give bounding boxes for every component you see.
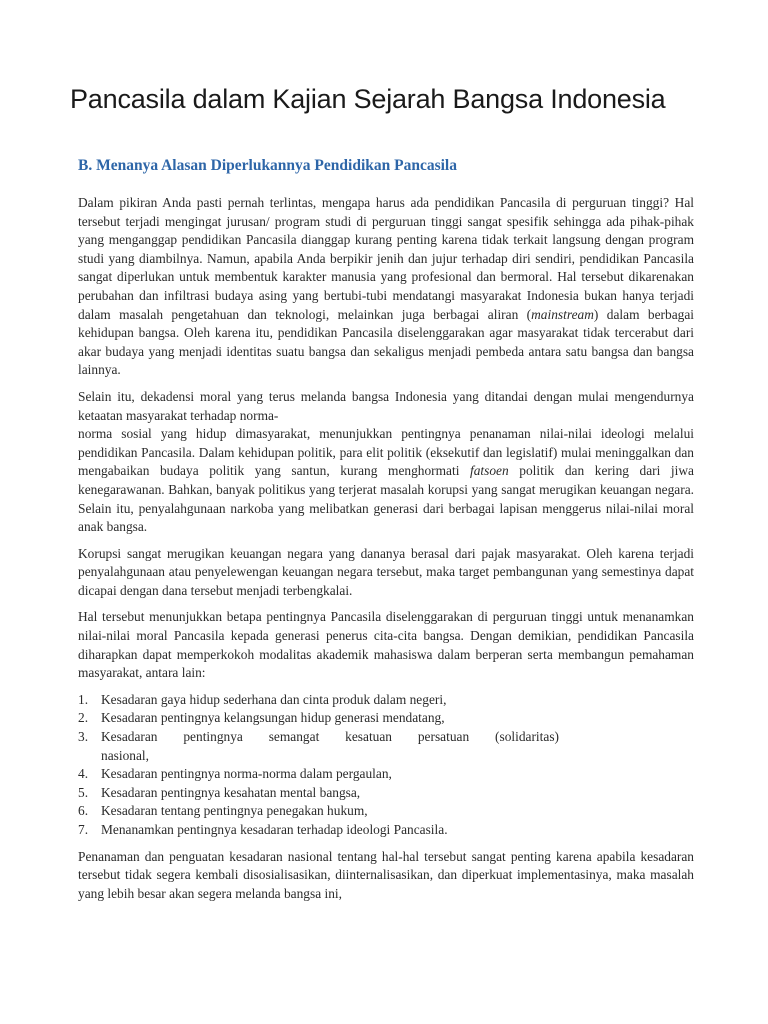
paragraph-1-text-a: Dalam pikiran Anda pasti pernah terlintas, mengapa harus ada pendidikan Pancasila di perguruan tinggi? Hal tersebut terjadi mengingat jurusan/ program studi di perguruan tinggi sangat spesifik sehingga ada pihak-pihak yang menganggap pendidikan Pancasila dianggap kurang penting karena tidak terkait langsung dengan program studi yang diambilnya. Namun, apabila Anda berpikir jenih dan jujur terhadap diri sendiri, pendidikan Pancasila sangat diperlukan untuk membentuk karakter manusia yang profesional dan bermoral. Hal tersebut dikarenakan perubahan dan infiltrasi budaya asing yang bertubi-tubi mendatangi masyarakat Indonesia bukan hanya terjadi dalam masalah pengetahuan dan teknologi, melainkan juga berbagai aliran (	[78, 195, 694, 322]
list-item	[78, 821, 694, 840]
list-item-number: 2.	[78, 710, 89, 726]
paragraph-5: Penanaman dan penguatan kesadaran nasional tentang hal-hal tersebut sangat penting karena apabila kesadaran tersebut tidak segera kembali disosialisasikan, diinternalisasikan, dan diperkuat implementasinya, maka masalah yang lebih besar akan segera melanda bangsa ini,	[78, 848, 694, 901]
list-item	[78, 784, 694, 803]
list-item-number: 1.	[78, 691, 89, 707]
list-item	[78, 709, 694, 728]
list-item-number: 7.	[78, 822, 89, 837]
paragraph-2-italic: fatsoen	[470, 463, 509, 479]
list-item-text: Kesadaran pentingnya kesahatan mental bangsa,	[101, 784, 361, 800]
list-item	[78, 691, 694, 710]
paragraph-2-text-a: norma sosial yang hidup dimasyarakat, menunjukkan pentingnya penanaman nilai-nilai ideologi melalui pendidikan Pancasila. Dalam kehidupan politik, para elit politik (eksekutif dan legislatif) mulai meninggalkan dan mengabaikan budaya politik yang santun, kurang menghormati	[78, 426, 694, 479]
paragraph-2-continued	[78, 425, 694, 537]
paragraph-2-text-b: politik dan kering dari jiwa kenegarawanan. Bahkan, banyak politikus yang terjerat masalah korupsi yang sangat merugikan keuangan negara. Selain itu, penyalahgunaan narkoba yang melibatkan generasi dari berbagai lapisan menggerus nilai-nilai moral anak bangsa.	[78, 463, 694, 535]
document-body	[78, 194, 694, 911]
paragraph-1	[78, 194, 694, 380]
list-item-number: 6.	[78, 803, 89, 819]
paragraph-1-text-b: ) dalam berbagai kehidupan bangsa. Oleh karena itu, pendidikan Pancasila diselenggarakan agar masyarakat tidak tercerabut dari akar budaya yang menjadi identitas suatu bangsa dan sekaligus menjadi pembeda antara satu bangsa dan bangsa lainnya.	[78, 306, 694, 378]
list-item-number: 3.	[78, 729, 89, 745]
list-item-text: Kesadaran pentingnya kelangsungan hidup generasi mendatang,	[101, 710, 445, 726]
paragraph-2	[78, 388, 694, 425]
list-item-number: 4.	[78, 766, 89, 782]
paragraph-2-line-1: Selain itu, dekadensi moral yang terus melanda bangsa Indonesia yang ditandai dengan mulai mengendurnya ketaatan masyarakat terhadap norma-	[78, 388, 694, 423]
document-title: Pancasila dalam Kajian Sejarah Bangsa Indonesia	[70, 84, 666, 114]
list-item-text: Menanamkan pentingnya kesadaran terhadap ideologi Pancasila.	[101, 822, 448, 837]
list-item-text: Kesadaran tentang pentingnya penegakan hukum,	[101, 803, 368, 819]
paragraph-3: Korupsi sangat merugikan keuangan negara yang dananya berasal dari pajak masyarakat. Oleh karena terjadi penyalahgunaan atau penyelewengan keuangan negara tersebut, maka target pembangunan yang semestinya dapat dicapai dengan dana tersebut menjadi terbengkalai.	[78, 545, 694, 598]
list-item-number: 5.	[78, 784, 89, 800]
list-item-text: Kesadaran gaya hidup sederhana dan cinta produk dalam negeri,	[101, 691, 447, 707]
list-item-text: Kesadaran pentingnya norma-norma dalam pergaulan,	[101, 766, 392, 782]
list-item-continuation: nasional,	[101, 747, 149, 763]
section-heading: B. Menanya Alasan Diperlukannya Pendidikan Pancasila	[78, 157, 457, 174]
list-item	[78, 802, 694, 821]
paragraph-1-italic: mainstream	[531, 306, 594, 322]
list-item	[78, 728, 694, 765]
paragraph-4: Hal tersebut menunjukkan betapa pentingnya Pancasila diselenggarakan di perguruan tinggi untuk menanamkan nilai-nilai moral Pancasila kepada generasi penerus cita-cita bangsa. Dengan demikian, pendidikan Pancasila diharapkan dapat memperkokoh modalitas akademik mahasiswa dalam berperan serta membangun pemahaman masyarakat, antara lain:	[78, 609, 694, 681]
list-item	[78, 765, 694, 784]
awareness-list	[78, 691, 694, 840]
list-item-text: Kesadaran pentingnya semangat kesatuan persatuan (solidaritas)	[101, 729, 559, 745]
